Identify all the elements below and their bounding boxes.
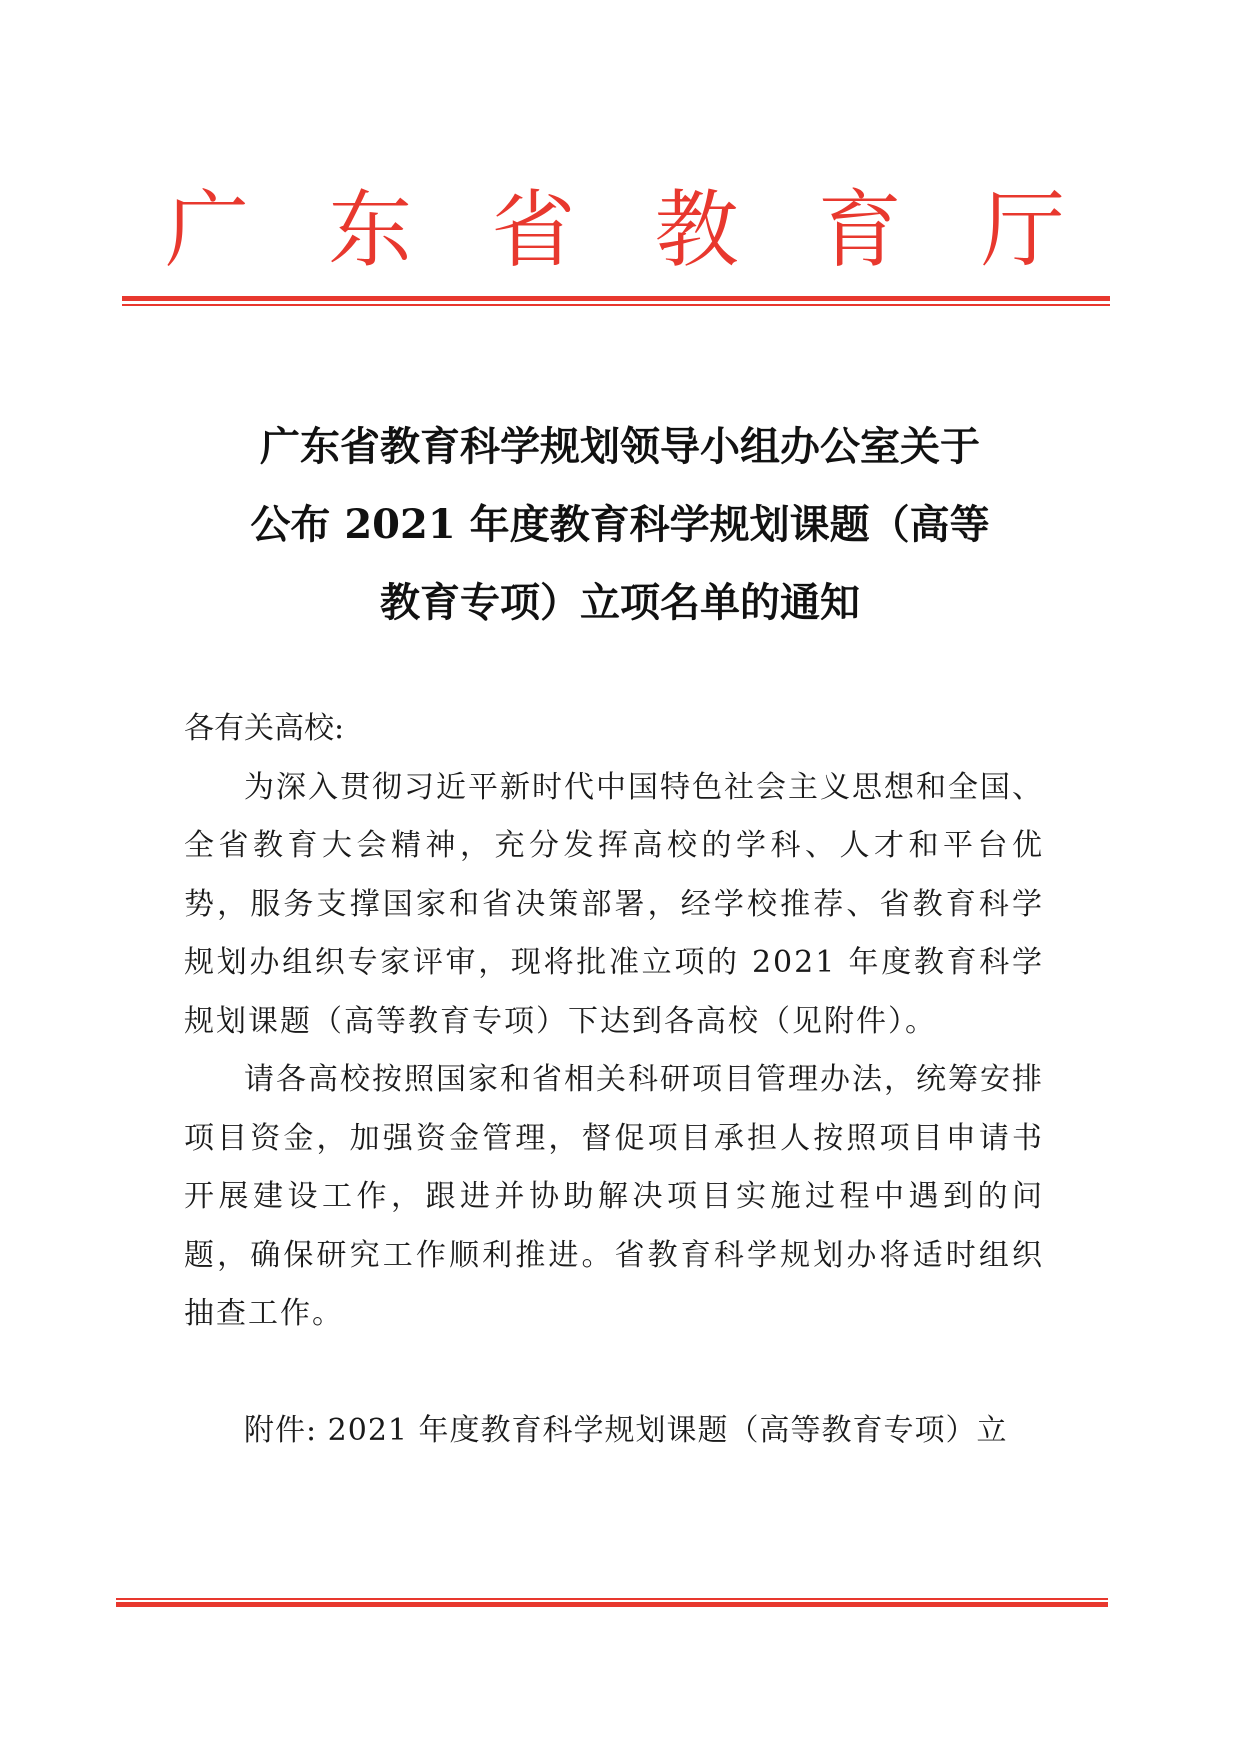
- footer-divider: [116, 1598, 1108, 1608]
- divider-thick-line: [122, 296, 1110, 301]
- letterhead-char: 广: [165, 181, 250, 279]
- body-paragraph: 为深入贯彻习近平新时代中国特色社会主义思想和全国、全省教育大会精神，充分发挥高校的学科、人才和平台优势，服务支撑国家和省决策部署，经学校推荐、省教育科学规划办组织专家评审，现将批准立项的 2021 年度教育科学规划课题（高等教育专项）下达到各高校（见附件）。: [184, 769, 1044, 1039]
- attachment-note: 附件: 2021 年度教育科学规划课题（高等教育专项）立: [244, 1413, 1008, 1448]
- divider-thick-line: [116, 1602, 1108, 1607]
- document-body: [184, 700, 1044, 1344]
- title-line: 公布 2021 年度教育科学规划课题（高等: [250, 501, 990, 548]
- letterhead-char: 东: [328, 181, 413, 279]
- body-paragraph: 请各高校按照国家和省相关科研项目管理办法，统筹安排项目资金，加强资金管理，督促项目承担人按照项目申请书开展建设工作，跟进并协助解决项目实施过程中遇到的问题，确保研究工作顺利推进。省教育科学规划办将适时组织抽查工作。: [184, 1062, 1044, 1331]
- letterhead-char: 厅: [980, 181, 1065, 279]
- document-title: [150, 408, 1090, 642]
- letterhead-char: 省: [491, 181, 576, 279]
- letterhead-char: 育: [817, 181, 902, 279]
- salutation: 各有关高校:: [184, 711, 345, 746]
- divider-thin-line: [122, 304, 1110, 306]
- title-line: 广东省教育科学规划领导小组办公室关于: [260, 423, 980, 470]
- letterhead: [165, 180, 1065, 280]
- letterhead-char: 教: [654, 181, 739, 279]
- letterhead-divider: [122, 296, 1110, 306]
- title-line: 教育专项）立项名单的通知: [380, 579, 860, 626]
- divider-thin-line: [116, 1598, 1108, 1600]
